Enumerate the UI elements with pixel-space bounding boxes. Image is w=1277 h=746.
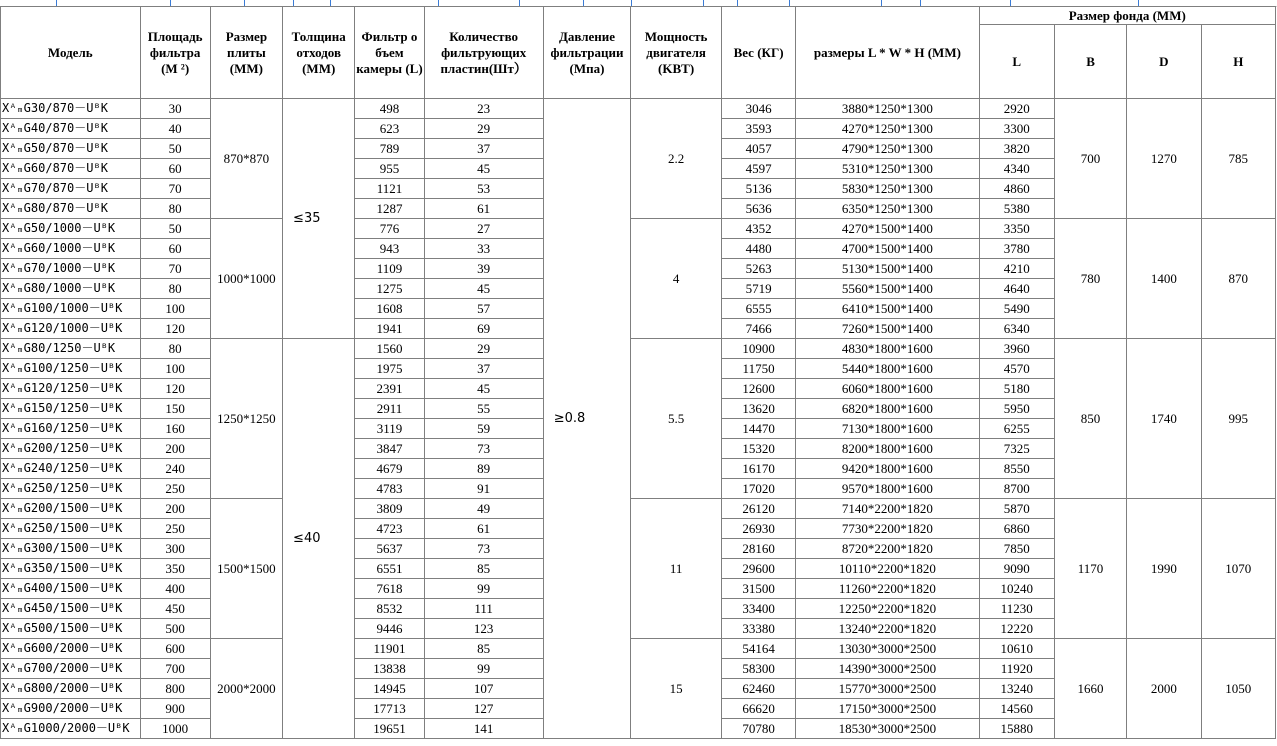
cell-filter-area[interactable]: 60 xyxy=(140,159,210,179)
cell-dimensions[interactable]: 7130*1800*1600 xyxy=(796,419,979,439)
cell-foundation-l[interactable]: 5870 xyxy=(979,499,1054,519)
cell-dimensions[interactable]: 6060*1800*1600 xyxy=(796,379,979,399)
cell-model[interactable]: XᴬₘG200/1500－UᴮK xyxy=(1,499,141,519)
cell-plate-count[interactable]: 123 xyxy=(424,619,543,639)
cell-model[interactable]: XᴬₘG50/1000－UᴮK xyxy=(1,219,141,239)
cell-model[interactable]: XᴬₘG1000/2000－UᴮK xyxy=(1,719,141,739)
cell-plate-count[interactable]: 29 xyxy=(424,119,543,139)
cell-foundation-l[interactable]: 6340 xyxy=(979,319,1054,339)
cell-foundation-l[interactable]: 12220 xyxy=(979,619,1054,639)
cell-filter-area[interactable]: 60 xyxy=(140,239,210,259)
cell-model[interactable]: XᴬₘG700/2000－UᴮK xyxy=(1,659,141,679)
cell-filter-area[interactable]: 200 xyxy=(140,499,210,519)
cell-dimensions[interactable]: 12250*2200*1820 xyxy=(796,599,979,619)
cell-dimensions[interactable]: 14390*3000*2500 xyxy=(796,659,979,679)
cell-model[interactable]: XᴬₘG900/2000－UᴮK xyxy=(1,699,141,719)
cell-plate-count[interactable]: 33 xyxy=(424,239,543,259)
cell-filter-area[interactable]: 40 xyxy=(140,119,210,139)
cell-plate-count[interactable]: 23 xyxy=(424,99,543,119)
cell-plate-count[interactable]: 49 xyxy=(424,499,543,519)
cell-foundation-l[interactable]: 6255 xyxy=(979,419,1054,439)
cell-foundation-d[interactable]: 2000 xyxy=(1127,639,1201,739)
cell-filtration-pressure[interactable]: ≥0.8 xyxy=(543,99,631,739)
cell-waste-thickness[interactable]: ≤40 xyxy=(283,339,355,739)
cell-chamber-volume[interactable]: 5637 xyxy=(355,539,424,559)
cell-model[interactable]: XᴬₘG240/1250－UᴮK xyxy=(1,459,141,479)
cell-plate-size[interactable]: 1500*1500 xyxy=(210,499,282,639)
cell-plate-count[interactable]: 27 xyxy=(424,219,543,239)
cell-filter-area[interactable]: 150 xyxy=(140,399,210,419)
cell-dimensions[interactable]: 4790*1250*1300 xyxy=(796,139,979,159)
cell-dimensions[interactable]: 6410*1500*1400 xyxy=(796,299,979,319)
cell-dimensions[interactable]: 4830*1800*1600 xyxy=(796,339,979,359)
header-filter-area[interactable]: Площадь фильтра (M ²) xyxy=(140,7,210,99)
cell-foundation-l[interactable]: 3960 xyxy=(979,339,1054,359)
cell-weight[interactable]: 29600 xyxy=(721,559,795,579)
cell-plate-count[interactable]: 37 xyxy=(424,139,543,159)
cell-dimensions[interactable]: 7730*2200*1820 xyxy=(796,519,979,539)
header-chamber-volume[interactable]: Фильтр о бъем камеры (L) xyxy=(355,7,424,99)
cell-foundation-b[interactable]: 1170 xyxy=(1054,499,1126,639)
header-weight[interactable]: Вес (КГ) xyxy=(721,7,795,99)
cell-dimensions[interactable]: 5830*1250*1300 xyxy=(796,179,979,199)
cell-foundation-l[interactable]: 5180 xyxy=(979,379,1054,399)
cell-weight[interactable]: 3593 xyxy=(721,119,795,139)
cell-chamber-volume[interactable]: 17713 xyxy=(355,699,424,719)
cell-dimensions[interactable]: 6350*1250*1300 xyxy=(796,199,979,219)
cell-chamber-volume[interactable]: 943 xyxy=(355,239,424,259)
cell-weight[interactable]: 33380 xyxy=(721,619,795,639)
cell-weight[interactable]: 15320 xyxy=(721,439,795,459)
cell-foundation-h[interactable]: 785 xyxy=(1201,99,1276,219)
cell-foundation-l[interactable]: 10240 xyxy=(979,579,1054,599)
cell-chamber-volume[interactable]: 1121 xyxy=(355,179,424,199)
cell-foundation-l[interactable]: 4210 xyxy=(979,259,1054,279)
cell-model[interactable]: XᴬₘG200/1250－UᴮK xyxy=(1,439,141,459)
cell-motor-power[interactable]: 5.5 xyxy=(631,339,722,499)
cell-foundation-l[interactable]: 4570 xyxy=(979,359,1054,379)
cell-dimensions[interactable]: 3880*1250*1300 xyxy=(796,99,979,119)
table-row xyxy=(1,639,1276,659)
cell-filter-area[interactable]: 100 xyxy=(140,359,210,379)
header-plate-count[interactable]: Количество фильтрующих пластин(Шт） xyxy=(424,7,543,99)
cell-foundation-l[interactable]: 13240 xyxy=(979,679,1054,699)
cell-weight[interactable]: 5636 xyxy=(721,199,795,219)
cell-waste-thickness[interactable]: ≤35 xyxy=(283,99,355,339)
cell-model[interactable]: XᴬₘG120/1250－UᴮK xyxy=(1,379,141,399)
cell-plate-count[interactable]: 57 xyxy=(424,299,543,319)
cell-model[interactable]: XᴬₘG450/1500－UᴮK xyxy=(1,599,141,619)
cell-dimensions[interactable]: 4700*1500*1400 xyxy=(796,239,979,259)
cell-weight[interactable]: 17020 xyxy=(721,479,795,499)
cell-weight[interactable]: 10900 xyxy=(721,339,795,359)
cell-weight[interactable]: 12600 xyxy=(721,379,795,399)
table-row xyxy=(1,99,1276,119)
cell-plate-count[interactable]: 45 xyxy=(424,279,543,299)
table-row xyxy=(1,499,1276,519)
cell-plate-count[interactable]: 59 xyxy=(424,419,543,439)
header-foundation-b[interactable]: B xyxy=(1054,25,1126,99)
cell-foundation-l[interactable]: 3350 xyxy=(979,219,1054,239)
cell-model[interactable]: XᴬₘG80/870－UᴮK xyxy=(1,199,141,219)
cell-chamber-volume[interactable]: 3847 xyxy=(355,439,424,459)
cell-plate-size[interactable]: 1250*1250 xyxy=(210,339,282,499)
cell-model[interactable]: XᴬₘG350/1500－UᴮK xyxy=(1,559,141,579)
cell-filter-area[interactable]: 500 xyxy=(140,619,210,639)
cell-dimensions[interactable]: 5130*1500*1400 xyxy=(796,259,979,279)
cell-plate-count[interactable]: 55 xyxy=(424,399,543,419)
cell-weight[interactable]: 66620 xyxy=(721,699,795,719)
cell-chamber-volume[interactable]: 9446 xyxy=(355,619,424,639)
cell-motor-power[interactable]: 2.2 xyxy=(631,99,722,219)
cell-dimensions[interactable]: 4270*1250*1300 xyxy=(796,119,979,139)
cell-filter-area[interactable]: 50 xyxy=(140,219,210,239)
cell-dimensions[interactable]: 15770*3000*2500 xyxy=(796,679,979,699)
cell-plate-count[interactable]: 45 xyxy=(424,159,543,179)
cell-plate-count[interactable]: 69 xyxy=(424,319,543,339)
cell-weight[interactable]: 31500 xyxy=(721,579,795,599)
cell-weight[interactable]: 4352 xyxy=(721,219,795,239)
cell-chamber-volume[interactable]: 623 xyxy=(355,119,424,139)
cell-filter-area[interactable]: 450 xyxy=(140,599,210,619)
header-filtration-pressure[interactable]: Давление фильтрации (Mпа) xyxy=(543,7,631,99)
cell-foundation-d[interactable]: 1990 xyxy=(1127,499,1201,639)
cell-foundation-l[interactable]: 4640 xyxy=(979,279,1054,299)
cell-chamber-volume[interactable]: 1941 xyxy=(355,319,424,339)
cell-foundation-l[interactable]: 3780 xyxy=(979,239,1054,259)
cell-filter-area[interactable]: 80 xyxy=(140,279,210,299)
cell-dimensions[interactable]: 9420*1800*1600 xyxy=(796,459,979,479)
cell-foundation-l[interactable]: 4860 xyxy=(979,179,1054,199)
cell-weight[interactable]: 26930 xyxy=(721,519,795,539)
cell-plate-size[interactable]: 870*870 xyxy=(210,99,282,219)
header-foundation-h[interactable]: H xyxy=(1201,25,1276,99)
cell-foundation-d[interactable]: 1270 xyxy=(1127,99,1201,219)
cell-filter-area[interactable]: 100 xyxy=(140,299,210,319)
cell-chamber-volume[interactable]: 2911 xyxy=(355,399,424,419)
cell-chamber-volume[interactable]: 4783 xyxy=(355,479,424,499)
cell-foundation-b[interactable]: 850 xyxy=(1054,339,1126,499)
cell-chamber-volume[interactable]: 1560 xyxy=(355,339,424,359)
cell-chamber-volume[interactable]: 1109 xyxy=(355,259,424,279)
cell-filter-area[interactable]: 700 xyxy=(140,659,210,679)
cell-foundation-l[interactable]: 3300 xyxy=(979,119,1054,139)
cell-model[interactable]: XᴬₘG80/1000－UᴮK xyxy=(1,279,141,299)
header-foundation-d[interactable]: D xyxy=(1127,25,1201,99)
cell-motor-power[interactable]: 15 xyxy=(631,639,722,739)
cell-chamber-volume[interactable]: 13838 xyxy=(355,659,424,679)
cell-filter-area[interactable]: 200 xyxy=(140,439,210,459)
cell-filter-area[interactable]: 1000 xyxy=(140,719,210,739)
cell-filter-area[interactable]: 80 xyxy=(140,199,210,219)
cell-weight[interactable]: 70780 xyxy=(721,719,795,739)
cell-filter-area[interactable]: 120 xyxy=(140,379,210,399)
cell-model[interactable]: XᴬₘG250/1500－UᴮK xyxy=(1,519,141,539)
cell-foundation-l[interactable]: 14560 xyxy=(979,699,1054,719)
cell-filter-area[interactable]: 400 xyxy=(140,579,210,599)
cell-plate-count[interactable]: 91 xyxy=(424,479,543,499)
cell-plate-count[interactable]: 127 xyxy=(424,699,543,719)
cell-weight[interactable]: 4057 xyxy=(721,139,795,159)
cell-chamber-volume[interactable]: 1975 xyxy=(355,359,424,379)
cell-foundation-b[interactable]: 780 xyxy=(1054,219,1126,339)
cell-dimensions[interactable]: 11260*2200*1820 xyxy=(796,579,979,599)
cell-filter-area[interactable]: 250 xyxy=(140,519,210,539)
header-motor-power[interactable]: Мощность двигателя (KBT) xyxy=(631,7,722,99)
cell-model[interactable]: XᴬₘG70/870－UᴮK xyxy=(1,179,141,199)
cell-filter-area[interactable]: 240 xyxy=(140,459,210,479)
table-row xyxy=(1,219,1276,239)
cell-foundation-b[interactable]: 700 xyxy=(1054,99,1126,219)
cell-model[interactable]: XᴬₘG30/870－UᴮK xyxy=(1,99,141,119)
cell-model[interactable]: XᴬₘG70/1000－UᴮK xyxy=(1,259,141,279)
cell-foundation-h[interactable]: 870 xyxy=(1201,219,1276,339)
cell-dimensions[interactable]: 9570*1800*1600 xyxy=(796,479,979,499)
cell-plate-count[interactable]: 111 xyxy=(424,599,543,619)
cell-weight[interactable]: 54164 xyxy=(721,639,795,659)
cell-plate-size[interactable]: 2000*2000 xyxy=(210,639,282,739)
cell-dimensions[interactable]: 13030*3000*2500 xyxy=(796,639,979,659)
cell-filter-area[interactable]: 250 xyxy=(140,479,210,499)
cell-dimensions[interactable]: 17150*3000*2500 xyxy=(796,699,979,719)
cell-model[interactable]: XᴬₘG60/1000－UᴮK xyxy=(1,239,141,259)
cell-plate-count[interactable]: 61 xyxy=(424,519,543,539)
cell-plate-count[interactable]: 73 xyxy=(424,539,543,559)
cell-chamber-volume[interactable]: 8532 xyxy=(355,599,424,619)
cell-dimensions[interactable]: 7260*1500*1400 xyxy=(796,319,979,339)
cell-model[interactable]: XᴬₘG100/1000－UᴮK xyxy=(1,299,141,319)
cell-foundation-l[interactable]: 5490 xyxy=(979,299,1054,319)
cell-foundation-d[interactable]: 1400 xyxy=(1127,219,1201,339)
cell-plate-count[interactable]: 29 xyxy=(424,339,543,359)
cell-dimensions[interactable]: 6820*1800*1600 xyxy=(796,399,979,419)
cell-plate-count[interactable]: 73 xyxy=(424,439,543,459)
cell-plate-size[interactable]: 1000*1000 xyxy=(210,219,282,339)
cell-plate-count[interactable]: 99 xyxy=(424,579,543,599)
cell-foundation-l[interactable]: 7850 xyxy=(979,539,1054,559)
cell-weight[interactable]: 33400 xyxy=(721,599,795,619)
header-foundation-l[interactable]: L xyxy=(979,25,1054,99)
cell-foundation-l[interactable]: 7325 xyxy=(979,439,1054,459)
header-plate-size[interactable]: Размер плиты (MM) xyxy=(210,7,282,99)
cell-weight[interactable]: 26120 xyxy=(721,499,795,519)
cell-model[interactable]: XᴬₘG100/1250－UᴮK xyxy=(1,359,141,379)
cell-foundation-l[interactable]: 5950 xyxy=(979,399,1054,419)
cell-chamber-volume[interactable]: 776 xyxy=(355,219,424,239)
cell-plate-count[interactable]: 141 xyxy=(424,719,543,739)
cell-foundation-l[interactable]: 10610 xyxy=(979,639,1054,659)
cell-foundation-h[interactable]: 1070 xyxy=(1201,499,1276,639)
cell-weight[interactable]: 62460 xyxy=(721,679,795,699)
cell-chamber-volume[interactable]: 7618 xyxy=(355,579,424,599)
cell-weight[interactable]: 4480 xyxy=(721,239,795,259)
cell-filter-area[interactable]: 600 xyxy=(140,639,210,659)
cell-motor-power[interactable]: 11 xyxy=(631,499,722,639)
cell-dimensions[interactable]: 5440*1800*1600 xyxy=(796,359,979,379)
cell-filter-area[interactable]: 50 xyxy=(140,139,210,159)
cell-filter-area[interactable]: 30 xyxy=(140,99,210,119)
cell-weight[interactable]: 6555 xyxy=(721,299,795,319)
cell-model[interactable]: XᴬₘG250/1250－UᴮK xyxy=(1,479,141,499)
cell-foundation-l[interactable]: 4340 xyxy=(979,159,1054,179)
cell-filter-area[interactable]: 120 xyxy=(140,319,210,339)
cell-weight[interactable]: 3046 xyxy=(721,99,795,119)
cell-chamber-volume[interactable]: 955 xyxy=(355,159,424,179)
cell-model[interactable]: XᴬₘG40/870－UᴮK xyxy=(1,119,141,139)
cell-dimensions[interactable]: 8200*1800*1600 xyxy=(796,439,979,459)
cell-weight[interactable]: 14470 xyxy=(721,419,795,439)
cell-weight[interactable]: 5263 xyxy=(721,259,795,279)
cell-filter-area[interactable]: 800 xyxy=(140,679,210,699)
cell-plate-count[interactable]: 85 xyxy=(424,639,543,659)
cell-chamber-volume[interactable]: 498 xyxy=(355,99,424,119)
cell-model[interactable]: XᴬₘG80/1250－UᴮK xyxy=(1,339,141,359)
cell-plate-count[interactable]: 89 xyxy=(424,459,543,479)
cell-plate-count[interactable]: 85 xyxy=(424,559,543,579)
cell-weight[interactable]: 58300 xyxy=(721,659,795,679)
cell-foundation-h[interactable]: 995 xyxy=(1201,339,1276,499)
cell-foundation-b[interactable]: 1660 xyxy=(1054,639,1126,739)
specification-table xyxy=(0,6,1276,739)
cell-weight[interactable]: 13620 xyxy=(721,399,795,419)
cell-model[interactable]: XᴬₘG600/2000－UᴮK xyxy=(1,639,141,659)
cell-filter-area[interactable]: 300 xyxy=(140,539,210,559)
cell-dimensions[interactable]: 4270*1500*1400 xyxy=(796,219,979,239)
cell-foundation-l[interactable]: 11230 xyxy=(979,599,1054,619)
cell-foundation-l[interactable]: 5380 xyxy=(979,199,1054,219)
cell-weight[interactable]: 5136 xyxy=(721,179,795,199)
cell-model[interactable]: XᴬₘG500/1500－UᴮK xyxy=(1,619,141,639)
cell-weight[interactable]: 11750 xyxy=(721,359,795,379)
cell-model[interactable]: XᴬₘG120/1000－UᴮK xyxy=(1,319,141,339)
cell-model[interactable]: XᴬₘG160/1250－UᴮK xyxy=(1,419,141,439)
cell-foundation-l[interactable]: 9090 xyxy=(979,559,1054,579)
cell-model[interactable]: XᴬₘG50/870－UᴮK xyxy=(1,139,141,159)
cell-chamber-volume[interactable]: 19651 xyxy=(355,719,424,739)
cell-foundation-l[interactable]: 8700 xyxy=(979,479,1054,499)
cell-chamber-volume[interactable]: 2391 xyxy=(355,379,424,399)
cell-motor-power[interactable]: 4 xyxy=(631,219,722,339)
cell-plate-count[interactable]: 45 xyxy=(424,379,543,399)
cell-filter-area[interactable]: 80 xyxy=(140,339,210,359)
table-body xyxy=(1,99,1276,739)
cell-foundation-l[interactable]: 15880 xyxy=(979,719,1054,739)
cell-chamber-volume[interactable]: 11901 xyxy=(355,639,424,659)
cell-filter-area[interactable]: 900 xyxy=(140,699,210,719)
cell-model[interactable]: XᴬₘG60/870－UᴮK xyxy=(1,159,141,179)
cell-model[interactable]: XᴬₘG400/1500－UᴮK xyxy=(1,579,141,599)
cell-plate-count[interactable]: 39 xyxy=(424,259,543,279)
cell-plate-count[interactable]: 107 xyxy=(424,679,543,699)
cell-foundation-h[interactable]: 1050 xyxy=(1201,639,1276,739)
cell-model[interactable]: XᴬₘG150/1250－UᴮK xyxy=(1,399,141,419)
cell-filter-area[interactable]: 350 xyxy=(140,559,210,579)
cell-foundation-l[interactable]: 8550 xyxy=(979,459,1054,479)
cell-foundation-l[interactable]: 11920 xyxy=(979,659,1054,679)
table-row xyxy=(1,339,1276,359)
cell-chamber-volume[interactable]: 6551 xyxy=(355,559,424,579)
header-waste-thickness[interactable]: Толщина отходов (MM) xyxy=(283,7,355,99)
cell-chamber-volume[interactable]: 14945 xyxy=(355,679,424,699)
cell-foundation-l[interactable]: 2920 xyxy=(979,99,1054,119)
header-dimensions[interactable]: размеры L * W * H (MM) xyxy=(796,7,979,99)
cell-chamber-volume[interactable]: 1287 xyxy=(355,199,424,219)
cell-chamber-volume[interactable]: 4723 xyxy=(355,519,424,539)
cell-filter-area[interactable]: 70 xyxy=(140,179,210,199)
cell-dimensions[interactable]: 13240*2200*1820 xyxy=(796,619,979,639)
cell-weight[interactable]: 16170 xyxy=(721,459,795,479)
cell-plate-count[interactable]: 53 xyxy=(424,179,543,199)
cell-foundation-l[interactable]: 3820 xyxy=(979,139,1054,159)
cell-filter-area[interactable]: 160 xyxy=(140,419,210,439)
cell-dimensions[interactable]: 7140*2200*1820 xyxy=(796,499,979,519)
cell-chamber-volume[interactable]: 1275 xyxy=(355,279,424,299)
cell-dimensions[interactable]: 18530*3000*2500 xyxy=(796,719,979,739)
cell-foundation-l[interactable]: 6860 xyxy=(979,519,1054,539)
cell-weight[interactable]: 4597 xyxy=(721,159,795,179)
cell-chamber-volume[interactable]: 3809 xyxy=(355,499,424,519)
cell-plate-count[interactable]: 37 xyxy=(424,359,543,379)
header-model[interactable]: Модель xyxy=(1,7,141,99)
cell-dimensions[interactable]: 5560*1500*1400 xyxy=(796,279,979,299)
cell-chamber-volume[interactable]: 1608 xyxy=(355,299,424,319)
cell-filter-area[interactable]: 70 xyxy=(140,259,210,279)
cell-weight[interactable]: 28160 xyxy=(721,539,795,559)
cell-weight[interactable]: 7466 xyxy=(721,319,795,339)
cell-chamber-volume[interactable]: 3119 xyxy=(355,419,424,439)
cell-dimensions[interactable]: 10110*2200*1820 xyxy=(796,559,979,579)
cell-chamber-volume[interactable]: 789 xyxy=(355,139,424,159)
cell-chamber-volume[interactable]: 4679 xyxy=(355,459,424,479)
cell-dimensions[interactable]: 5310*1250*1300 xyxy=(796,159,979,179)
cell-model[interactable]: XᴬₘG300/1500－UᴮK xyxy=(1,539,141,559)
cell-plate-count[interactable]: 99 xyxy=(424,659,543,679)
cell-foundation-d[interactable]: 1740 xyxy=(1127,339,1201,499)
cell-model[interactable]: XᴬₘG800/2000－UᴮK xyxy=(1,679,141,699)
cell-dimensions[interactable]: 8720*2200*1820 xyxy=(796,539,979,559)
header-foundation-size[interactable]: Размер фонда (MM) xyxy=(979,7,1275,25)
cell-plate-count[interactable]: 61 xyxy=(424,199,543,219)
cell-weight[interactable]: 5719 xyxy=(721,279,795,299)
